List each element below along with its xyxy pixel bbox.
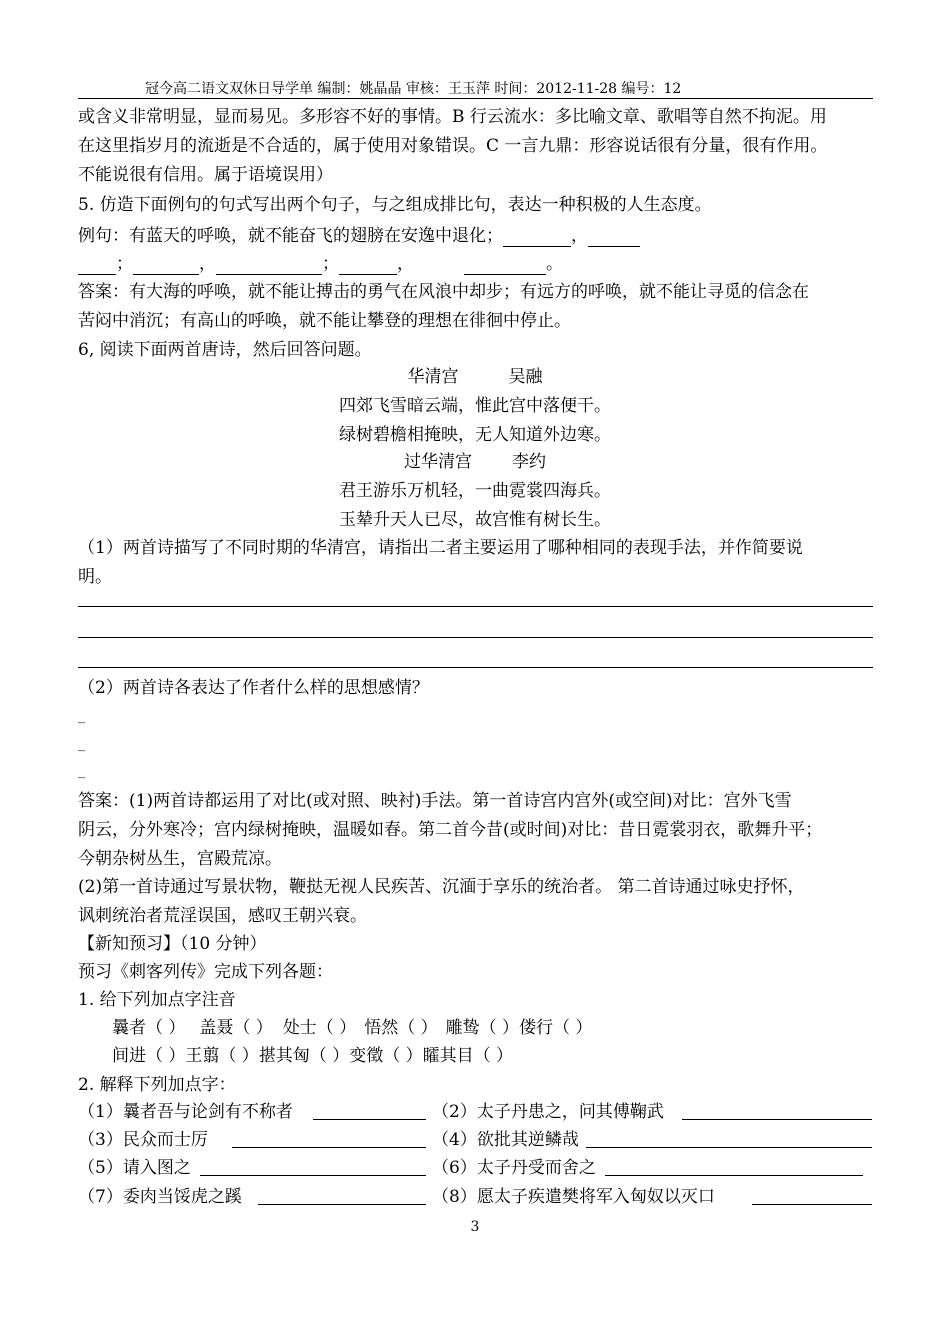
answer-blank[interactable] xyxy=(586,1129,872,1148)
explain-item: （2）太子丹患之，问其傅鞠武 xyxy=(432,1102,664,1122)
preview-q1: 1. 给下列加点字注音 xyxy=(78,990,236,1010)
q6-answer: 答案：(1)两首诗都运用了对比(或对照、映衬)手法。第一首诗宫内宫外(或空间)对比：宫外飞雪 xyxy=(78,791,792,811)
punct: ； xyxy=(116,254,133,274)
answer-line[interactable] xyxy=(78,667,873,668)
explain-item: （8）愿太子疾遣樊将军入匈奴以灭口 xyxy=(432,1187,715,1207)
answer-dash[interactable]: _ xyxy=(78,763,85,779)
pinyin-row xyxy=(112,1045,513,1067)
q6-prompt: 6, 阅读下面两首唐诗，然后回答问题。 xyxy=(78,340,372,360)
explain-item: （5）请入图之 xyxy=(78,1158,191,1178)
answer-blank[interactable] xyxy=(503,228,571,247)
punct: ， xyxy=(397,254,414,274)
pinyin-item: 变徵（ ） xyxy=(349,1046,423,1066)
poem1-line: 绿树碧檐相掩映，无人知道外边寒。 xyxy=(339,425,611,445)
punct: ； xyxy=(322,254,339,274)
q6-sub2: （2）两首诗各表达了作者什么样的思想感情？ xyxy=(78,678,429,698)
answer-blank[interactable] xyxy=(339,256,397,275)
explain-item: （6）太子丹受而舍之 xyxy=(432,1158,596,1178)
answer-blank[interactable] xyxy=(605,1157,863,1176)
pinyin-item: 矐其目（ ） xyxy=(422,1046,514,1066)
text-line: 不能说很有信用。属于语境误用） xyxy=(78,165,333,185)
pinyin-item: 盖聂（ ） xyxy=(199,1018,273,1038)
explain-item: （4）欲批其逆鳞哉 xyxy=(432,1130,579,1150)
poem1-author: 吴融 xyxy=(508,367,543,387)
preview-intro: 预习《刺客列传》完成下列各题： xyxy=(78,962,333,982)
poem2-title-line xyxy=(0,451,950,473)
answer-dash[interactable]: _ xyxy=(78,736,85,752)
answer-blank[interactable] xyxy=(200,1157,426,1176)
explain-item: （7）委肉当馁虎之蹊 xyxy=(78,1187,242,1207)
poem2-line: 玉辇升天人已尽，故宫惟有树长生。 xyxy=(339,510,611,530)
q5-answer: 苦闷中消沉；有高山的呼唤，就不能让攀登的理想在徘徊中停止。 xyxy=(78,311,571,331)
answer-blank[interactable] xyxy=(464,256,546,275)
answer-blank[interactable] xyxy=(78,256,116,275)
q6-sub1: 明。 xyxy=(78,567,112,587)
poem1-line: 四郊飞雪暗云端，惟此宫中落便干。 xyxy=(339,396,611,416)
pinyin-item: 悟然（ ） xyxy=(364,1018,438,1038)
q6-sub1: （1）两首诗描写了不同时期的华清宫，请指出二者主要运用了哪种相同的表现手法，并作简要说 xyxy=(78,538,803,558)
poem1-title: 华清宫 xyxy=(407,367,459,387)
pinyin-row xyxy=(112,1017,592,1039)
page-header: 冠今高二语文双休日导学单 编制：姚晶晶 审核：王玉萍 时间：2012-11-28 编号：12 xyxy=(145,81,682,97)
answer-dash[interactable]: _ xyxy=(78,708,85,724)
pinyin-item: 曩者（ ） xyxy=(112,1018,186,1038)
answer-line[interactable] xyxy=(78,637,873,638)
answer-blank[interactable] xyxy=(216,256,322,275)
q6-answer: (2)第一首诗通过写景状物，鞭挞无视人民疾苦、沉湎于享乐的统治者。 第二首诗通过咏史抒怀， xyxy=(78,877,805,897)
answer-line[interactable] xyxy=(78,606,873,607)
q5-answer: 答案：有大海的呼唤，就不能让搏击的勇气在风浪中却步；有远方的呼唤，就不能让寻觅的信念在 xyxy=(78,282,809,302)
explain-item: （3）民众而士厉 xyxy=(78,1130,208,1150)
pinyin-item: 王翦（ ） xyxy=(185,1046,259,1066)
text-line: 在这里指岁月的流逝是不合适的，属于使用对象错误。C 一言九鼎：形容说话很有分量，很有作用。 xyxy=(78,136,828,156)
pinyin-item: 偻行（ ） xyxy=(519,1018,593,1038)
answer-blank[interactable] xyxy=(232,1129,426,1148)
punct: 。 xyxy=(546,254,563,274)
answer-blank[interactable] xyxy=(133,256,199,275)
pinyin-item: 间进（ ） xyxy=(112,1046,186,1066)
header-rule xyxy=(78,98,873,99)
q5-blanks xyxy=(78,253,563,275)
punct: ， xyxy=(571,226,588,246)
page-number: 3 xyxy=(470,1219,480,1235)
q6-answer: 今朝杂树丛生，宫殿荒凉。 xyxy=(78,849,282,869)
preview-heading: 【新知预习】（10 分钟） xyxy=(78,934,267,954)
answer-blank[interactable] xyxy=(588,228,640,247)
pinyin-item: 雕鸷（ ） xyxy=(445,1018,520,1038)
poem2-title: 过华清宫 xyxy=(404,452,472,472)
q6-answer: 讽刺统治者荒淫误国，感叹王朝兴衰。 xyxy=(78,906,367,926)
q6-answer: 阴云，分外寒冷；宫内绿树掩映，温暖如春。第二首今昔(或时间)对比：昔日霓裳羽衣，歌舞升平； xyxy=(78,820,823,840)
poem2-line: 君王游乐万机轻，一曲霓裳四海兵。 xyxy=(339,481,611,501)
poem2-author: 李约 xyxy=(512,452,546,472)
answer-blank[interactable] xyxy=(682,1101,872,1120)
answer-blank[interactable] xyxy=(752,1186,872,1205)
q5-example xyxy=(78,225,640,247)
pinyin-item: 处士（ ） xyxy=(282,1018,357,1038)
q5-prompt: 5. 仿造下面例句的句式写出两个句子，与之组成排比句，表达一种积极的人生态度。 xyxy=(78,195,712,215)
text-line: 或含义非常明显，显而易见。多形容不好的事情。B 行云流水：多比喻文章、歌唱等自然不拘泥。用 xyxy=(78,107,827,127)
preview-q2: 2. 解释下列加点字： xyxy=(78,1075,236,1095)
explain-item: （1）曩者吾与论剑有不称者 xyxy=(78,1102,293,1122)
answer-blank[interactable] xyxy=(258,1186,426,1205)
poem1-title-line xyxy=(0,366,950,388)
answer-blank[interactable] xyxy=(313,1101,426,1120)
q5-example-text: 例句：有蓝天的呼唤，就不能奋飞的翅膀在安逸中退化； xyxy=(78,226,503,246)
punct: ， xyxy=(199,254,216,274)
pinyin-item: 揕其匈（ ） xyxy=(258,1046,350,1066)
